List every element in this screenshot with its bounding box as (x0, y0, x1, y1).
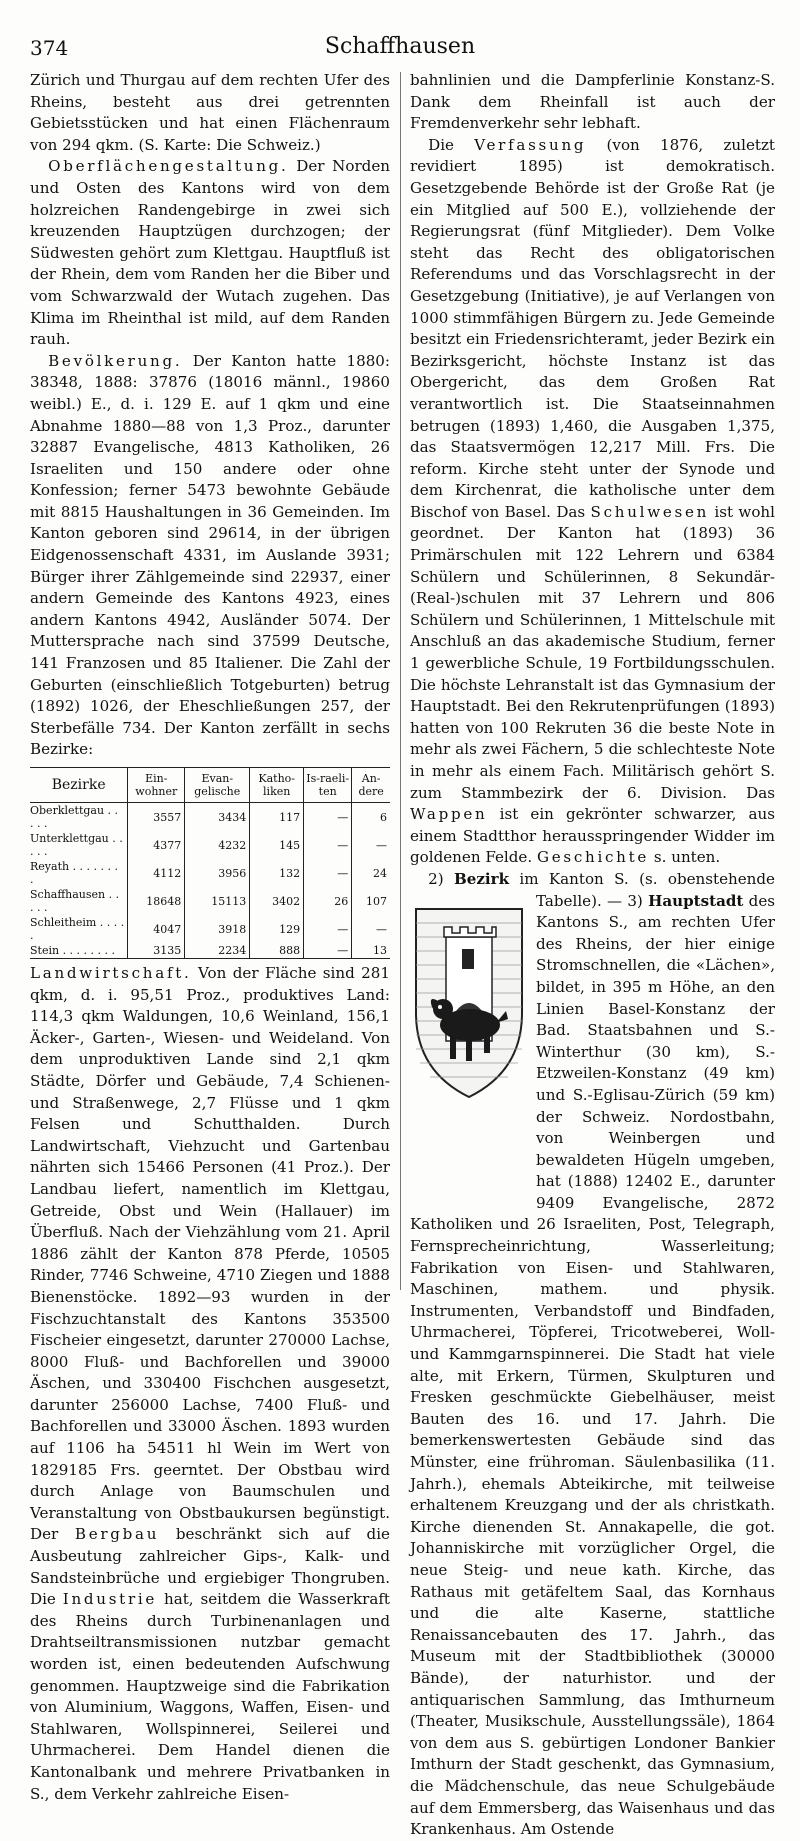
table-cell: 888 (250, 943, 304, 959)
left-paragraph-bevoelkerung (30, 351, 390, 761)
right-column (410, 70, 775, 1841)
table-row (30, 859, 390, 887)
table-cell: 18648 (128, 887, 185, 915)
table-cell: — (352, 831, 390, 859)
table-header: Ein-wohner (128, 768, 185, 803)
table-cell: 4377 (128, 831, 185, 859)
table-cell: 129 (250, 915, 304, 943)
table-cell: 3434 (185, 803, 250, 832)
table-cell: 4112 (128, 859, 185, 887)
paragraph-text: hat, seitdem die Wasserkraft des Rheins durch Turbinenanlagen und Drahtseiltransmissionen nutzbar gemacht worden ist, einen bedeutenden Aufschwung genommen. Hauptzweige sind die Fabrikation von Aluminium, Waggons, Waffen, Eisen- und Stahlwaren, Wollspinnerei, Seilerei und Uhrmacherei. Dem Handel dienen die Kantonalbank und mehrere Privatbanken in S., dem Verkehr zahlreiche Eisen- (30, 1590, 390, 1803)
table-cell: 3557 (128, 803, 185, 832)
table-cell: 3918 (185, 915, 250, 943)
table-cell: 3956 (185, 859, 250, 887)
paragraph-text: 2) (428, 869, 444, 888)
paragraph-text: s. unten. (653, 848, 721, 867)
running-title: Schaffhausen (324, 34, 476, 59)
table-cell: Reyath . . . . . . . . (30, 860, 119, 886)
left-column (30, 70, 390, 1805)
paragraph-text: Das (746, 783, 775, 802)
table-cell: 3135 (128, 943, 185, 959)
table-cell: 117 (250, 803, 304, 832)
table-row (30, 831, 390, 859)
paragraph-text: Der (30, 1525, 59, 1544)
right-paragraph-bezirk (410, 869, 775, 1841)
table-header-row (30, 768, 390, 803)
left-paragraph-1: Zürich und Thurgau auf dem rechten Ufer des Rheins, besteht aus drei getrennten Gebietsstücken und hat einen Flächenraum von 294 qkm. (S. Karte: Die Schweiz.) (30, 71, 390, 154)
section-heading: Verfassung (474, 135, 587, 154)
section-heading: Industrie (62, 1590, 158, 1609)
section-heading: Schulwesen (590, 502, 710, 521)
left-paragraph-oberflaeche (30, 156, 390, 350)
section-heading: Hauptstadt (648, 891, 744, 910)
table-cell: 24 (352, 859, 390, 887)
section-heading: Oberflächengestaltung. (48, 157, 289, 176)
table-cell: — (304, 803, 352, 832)
table-header: Bezirke (30, 768, 128, 803)
table-header: Is-raeli-ten (304, 768, 352, 803)
paragraph-text: im Kanton S. (s. obenstehende Tabelle). — 3) (519, 869, 775, 910)
paragraph-text: Die (30, 1590, 56, 1609)
table-cell: Schleitheim . . . . . (30, 916, 125, 942)
table-cell: Oberklettgau . . . . . (30, 804, 119, 830)
left-paragraph-landwirtschaft (30, 963, 390, 1805)
table-cell: 145 (250, 831, 304, 859)
paragraph-text: ist wohl geordnet. Der Kanton hat (1893) 36 Primärschulen mit 122 Lehrern und 6384 Schülern und Schülerinnen, 8 Sekundär-(Real-)schulen mit 37 Lehrern und 806 Schülern und Schülerinnen, 1 Mittelschule mit Anschluß an das akademische Studium, ferner 1 gewerbliche Schule, 19 Fortbildungsschulen. Die höchste Lehranstalt ist das Gymnasium der Hauptstadt. Bei den Rekrutenprüfungen (1893) hatten von 100 Rekruten 36 die beste Note in mehr als zwei Fächern, 5 die schlechteste Note in mehr als einem Fach. Militärisch gehört S. zum Stammbezirk der 6. Division. (410, 502, 775, 802)
paragraph-text: des Kantons S., am rechten Ufer des Rheins, der hier einige Stromschnellen, die «Lächen», bildet, in 395 m Höhe, an den Linien Basel-Konstanz der Bad. Staatsbahnen und S.-Winterthur (30 km), S.-Etzweilen-Konstanz (49 km) und S.-Eglisau-Zürich (59 km) der Schweiz. Nordostbahn, von Weinbergen und bewaldeten Hügeln umgeben, hat (1888) 12402 E., darunter 9409 Evangelische, 2872 Katholiken und 26 Israeliten, Post, Telegraph, Fernsprecheinrichtung, Wasserleitung; Fabrikation von Eisen- und Stahlwaren, Maschinen, mathem. und physik. Instrumenten, Verbandstoff und Bindfaden, Uhrmacherei, Töpferei, Tricotweberei, Woll- und Kammgarnspinnerei. Die Stadt hat viele alte, mit Erkern, Türmen, Skulpturen und Fresken geschmückte Giebelhäuser, meist Bauten des 16. und 17. Jahrh. Die bemerkenswertesten Gebäude sind das Münster, eine frühroman. Säulenbasilika (11. Jahrh.), ehemals Abteikirche, mit teilweise erhaltenem Kreuzgang und der als christkath. Kirche dienenden St. Annakapelle, die got. Johanniskirche mit vorzüglicher Orgel, die neue Steig- und neue kath. Kirche, das Rathaus mit getäfeltem Saal, das Kornhaus und die alte Kaserne, stattliche Renaissancebauten des 17. Jahrh., das Museum mit der Stadtbibliothek (30000 Bände), der naturhistor. und der antiquarischen Sammlung, das Imthurneum (Theater, Musikschule, Ausstellungssäle), 1864 von dem aus S. gebürtigen Londoner Bankier Imthurn der Stadt geschenkt, das Gymnasium, die Mädchenschule, das neue Schulgebäude auf dem Emmersberg, das Waisenhaus und das Krankenhaus. Am Ostende (410, 891, 775, 1839)
table-cell: — (304, 915, 352, 943)
section-heading: Geschichte (536, 848, 650, 867)
section-heading: Landwirtschaft. (30, 964, 192, 982)
coat-of-arms-icon (410, 903, 528, 1103)
paragraph-text: Von der Fläche sind 281 qkm, d. i. 95,51 Proz., produktives Land: 114,3 qkm Waldungen, 10,6 Weinland, 156,1 Äcker-, Garten-, Wiesen- und Weideland. Von dem unproduktiven Lande sind 2,1 qkm Städte, Dörfer und Gebäude, 7,4 Schienen- und Straßenwege, 2,7 Flüsse und 1 qkm Felsen und Schutthalden. Durch Landwirtschaft, Viehzucht und Gartenbau nährten sich 15466 Personen (41 Proz.). Der Landbau liefert, namentlich im Klettgau, Getreide, Obst und Wein (Hallauer) im Überfluß. Nach der Viehzählung vom 21. April 1886 zählt der Kanton 878 Pferde, 10505 Rinder, 7746 Schweine, 4710 Ziegen und 1888 Bienenstöcke. 1892—93 wurden in der Fischzuchtanstalt des Kantons 353500 Fischeier eingesetzt, darunter 270000 Lachse, 8000 Fluß- und Bachforellen und 39000 Äschen, und 330400 Fischchen ausgesetzt, darunter 256000 Lachse, 7400 Fluß- und Bachforellen und 33000 Äschen. 1893 wurden auf 1106 ha 54511 hl Wein im Wert von 1829185 Frs. geerntet. Der Obstbau wird durch Anlage von Baumschulen und Veranstaltung von Obstbaukursen begünstigt. (30, 964, 390, 1522)
section-heading: Bezirk (453, 869, 510, 888)
page-header (30, 30, 770, 66)
table-header: Katho-liken (250, 768, 304, 803)
page-number: 374 (30, 36, 69, 60)
section-heading: Wappen (410, 805, 488, 824)
table-cell: — (304, 943, 352, 959)
table-cell: 13 (352, 943, 390, 959)
column-divider (400, 72, 401, 1290)
table-cell: — (352, 915, 390, 943)
district-table (30, 767, 390, 959)
table-cell: — (304, 831, 352, 859)
coat-of-arms (410, 895, 528, 1195)
table-cell: Unterklettgau . . . . . (30, 832, 123, 858)
paragraph-text: (von 1876, zuletzt revidiert 1895) ist demokratisch. Gesetzgebende Behörde ist der Große Rat (je ein Mitglied auf 500 E.), vollziehende der Regierungsrat (fünf Mitglieder). Dem Volke steht das Recht des obligatorischen Referendums und das Vorschlagsrecht in der Gesetzgebung (Initiative), je auf Verlangen von 1000 stimmfähigen Bürgern zu. Jede Gemeinde besitzt ein Friedensrichteramt, jeder Bezirk ein Bezirksgericht, höchste Instanz ist das Obergericht, das dem Großen Rat verantwortlich ist. Die Staatseinnahmen betrugen (1893) 1,460, die Ausgaben 1,375, das Staatsvermögen 12,217 Mill. Frs. Die reform. Kirche steht unter der Synode und dem Kirchenrat, die katholische unter dem Bischof von Basel. (410, 135, 775, 521)
table-cell: 4047 (128, 915, 185, 943)
table-cell: Stein . . . . . . . . (30, 943, 128, 959)
table-row (30, 803, 390, 832)
paragraph-text: Das (556, 502, 586, 521)
section-heading: Bergbau (74, 1525, 160, 1544)
table-header: An-dere (352, 768, 390, 803)
right-paragraph-verfassung (410, 135, 775, 869)
paragraph-text: Die (428, 135, 454, 154)
table-row (30, 943, 390, 959)
table-row (30, 887, 390, 915)
table-cell: 107 (352, 887, 390, 915)
table-cell: 4232 (185, 831, 250, 859)
table-cell: — (304, 859, 352, 887)
table-header: Evan-gelische (185, 768, 250, 803)
table-cell: 6 (352, 803, 390, 832)
table-cell: 26 (304, 887, 352, 915)
table-cell: 15113 (185, 887, 250, 915)
paragraph-text: Der Norden und Osten des Kantons wird von dem holzreichen Randengebirge in zwei sich kreuzenden Hauptzügen durchzogen; der Südwesten gehört zum Klettgau. Hauptfluß ist der Rhein, dem vom Randen her die Biber und vom Schwarzwald der Wutach zugehen. Das Klima im Rheinthal ist mild, auf dem Randen rauh. (30, 157, 390, 349)
table-row (30, 915, 390, 943)
paragraph-text: ist ein gekrönter schwarzer, aus einem Stadtthor herausspringender Widder im goldenen Felde. (410, 805, 775, 867)
section-heading: Bevölkerung. (48, 351, 183, 370)
right-paragraph-1: bahnlinien und die Dampferlinie Konstanz-S. Dank dem Rheinfall ist auch der Fremdenverkehr sehr lebhaft. (410, 71, 775, 133)
table-cell: Schaffhausen . . . . . (30, 888, 120, 914)
table-cell: 2234 (185, 943, 250, 959)
table-cell: 3402 (250, 887, 304, 915)
paragraph-text: Der Kanton hatte 1880: 38348, 1888: 37876 (18016 männl., 19860 weibl.) E., d. i. 129 E. auf 1 qkm und eine Abnahme 1880—88 von 1,3 Proz., darunter 32887 Evangelische, 4813 Katholiken, 26 Israeliten und 150 andere oder ohne Konfession; ferner 5473 bewohnte Gebäude mit 8815 Haushaltungen in 36 Gemeinden. Im Kanton geboren sind 29614, in der übrigen Eidgenossenschaft 4331, im Auslande 3931; Bürger ihrer Zählgemeinde sind 22937, einer andern Gemeinde des Kantons 4923, eines andern Kantons 4942, Ausländer 5074. Der Muttersprache nach sind 37599 Deutsche, 141 Franzosen und 85 Italiener. Die Zahl der Geburten (einschließlich Totgeburten) betrug (1892) 1026, der Eheschließungen 257, der Sterbefälle 734. Der Kanton zerfällt in sechs Bezirke: (30, 351, 390, 759)
paragraph-text: beschränkt sich auf die Ausbeutung zahlreicher Gips-, Kalk- und Sandsteinbrüche und ergiebiger Thongruben. (30, 1525, 390, 1587)
table-cell: 132 (250, 859, 304, 887)
